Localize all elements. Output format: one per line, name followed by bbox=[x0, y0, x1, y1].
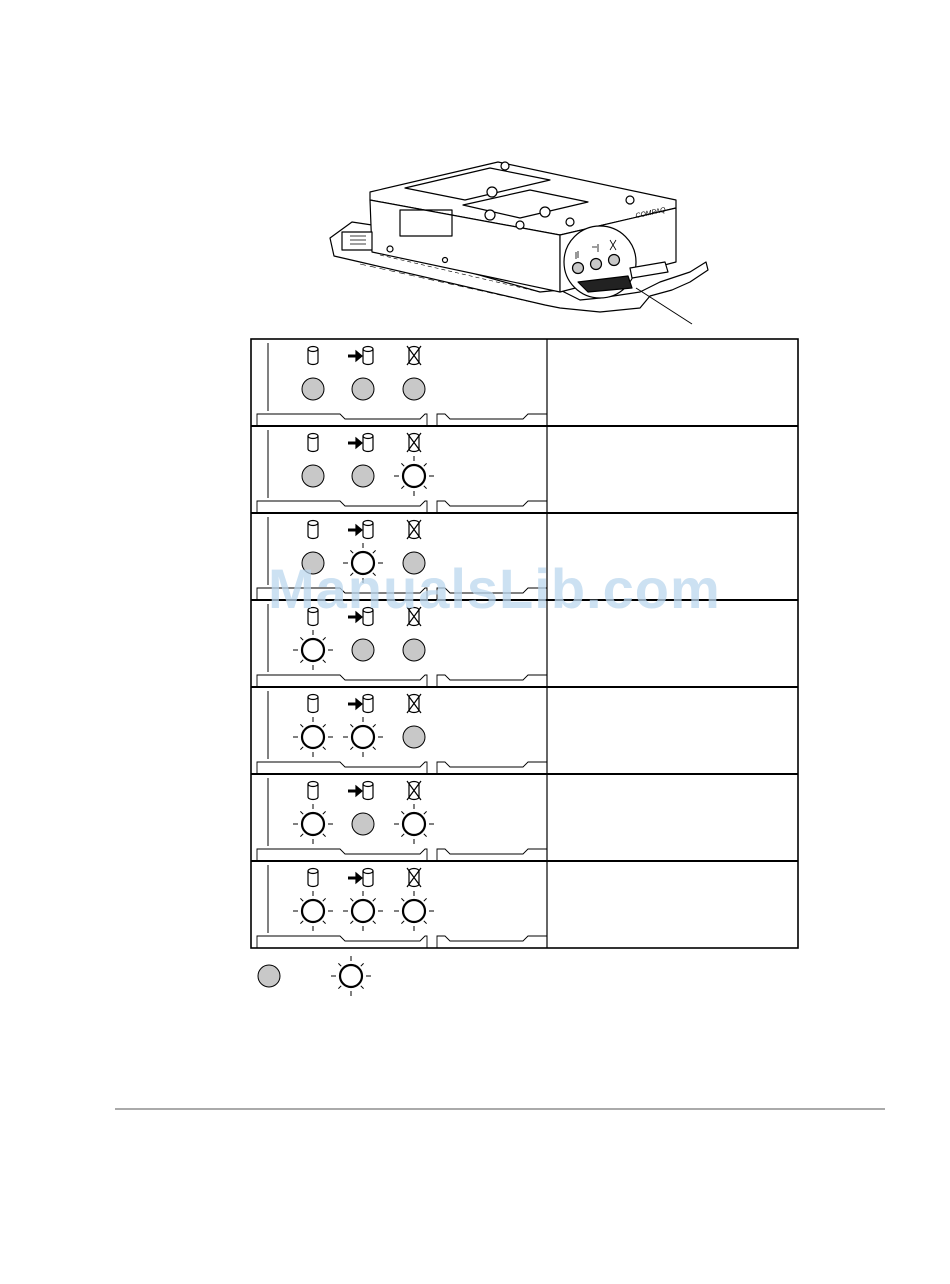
table-row bbox=[257, 517, 547, 600]
led-off-icon bbox=[302, 552, 324, 574]
table-row bbox=[257, 604, 547, 687]
led-on-icon bbox=[293, 630, 333, 670]
drive-activity-icon bbox=[348, 521, 373, 539]
table-frame bbox=[251, 339, 798, 948]
led-off-icon bbox=[403, 726, 425, 748]
drive-activity-icon bbox=[348, 434, 373, 452]
table-row bbox=[257, 691, 547, 774]
led-off-icon bbox=[302, 378, 324, 400]
table-row bbox=[257, 778, 547, 861]
led-on-icon bbox=[394, 891, 434, 931]
bay-bezel bbox=[257, 849, 427, 861]
table-row bbox=[257, 343, 547, 426]
led-off-icon bbox=[258, 965, 280, 987]
led-off-icon bbox=[352, 378, 374, 400]
drive-fault-icon bbox=[407, 694, 421, 713]
drive-fault-icon bbox=[407, 781, 421, 800]
bay-bezel bbox=[437, 501, 547, 513]
drive-activity-icon bbox=[348, 347, 373, 365]
drive-fault-icon bbox=[407, 607, 421, 626]
bay-bezel bbox=[437, 762, 547, 774]
led-off-icon bbox=[403, 552, 425, 574]
led-off-icon bbox=[403, 378, 425, 400]
watermark: ManualsLib.com bbox=[268, 557, 721, 620]
drive-online-icon bbox=[308, 608, 318, 626]
led-off-icon bbox=[352, 465, 374, 487]
led-off-icon bbox=[302, 465, 324, 487]
drive-brand-label: COMPAQ bbox=[634, 206, 667, 220]
led-off-icon bbox=[403, 639, 425, 661]
bay-bezel bbox=[437, 936, 547, 948]
drive-activity-icon bbox=[348, 869, 373, 887]
led-off-icon bbox=[352, 639, 374, 661]
bay-bezel bbox=[437, 675, 547, 687]
led-on-icon bbox=[293, 717, 333, 757]
bay-bezel bbox=[437, 849, 547, 861]
led-on-icon bbox=[394, 456, 434, 496]
drive-activity-icon bbox=[348, 608, 373, 626]
bay-bezel bbox=[257, 501, 427, 513]
table-row bbox=[257, 430, 547, 513]
led-on-icon bbox=[343, 543, 383, 583]
led-on-icon bbox=[394, 804, 434, 844]
bay-bezel bbox=[257, 588, 427, 600]
led-on-icon bbox=[343, 891, 383, 931]
hard-drive-illustration bbox=[330, 162, 708, 324]
drive-online-icon bbox=[308, 347, 318, 365]
drive-online-icon bbox=[308, 869, 318, 887]
table-row bbox=[257, 865, 547, 948]
led-legend bbox=[258, 956, 371, 996]
bay-bezel bbox=[437, 414, 547, 426]
led-on-icon bbox=[293, 891, 333, 931]
bay-bezel bbox=[437, 588, 547, 600]
drive-online-icon bbox=[308, 782, 318, 800]
drive-online-icon bbox=[308, 695, 318, 713]
led-status-table bbox=[251, 339, 798, 948]
led-off-icon bbox=[352, 813, 374, 835]
bay-bezel bbox=[257, 414, 427, 426]
drive-fault-icon bbox=[407, 433, 421, 452]
led-on-icon bbox=[293, 804, 333, 844]
bay-bezel bbox=[257, 675, 427, 687]
bay-bezel bbox=[257, 762, 427, 774]
drive-online-icon bbox=[308, 434, 318, 452]
drive-activity-icon bbox=[348, 782, 373, 800]
led-on-icon bbox=[331, 956, 371, 996]
drive-activity-icon bbox=[348, 695, 373, 713]
drive-online-icon bbox=[308, 521, 318, 539]
drive-fault-icon bbox=[407, 520, 421, 539]
led-on-icon bbox=[343, 717, 383, 757]
drive-fault-icon bbox=[407, 868, 421, 887]
drive-fault-icon bbox=[407, 346, 421, 365]
bay-bezel bbox=[257, 936, 427, 948]
